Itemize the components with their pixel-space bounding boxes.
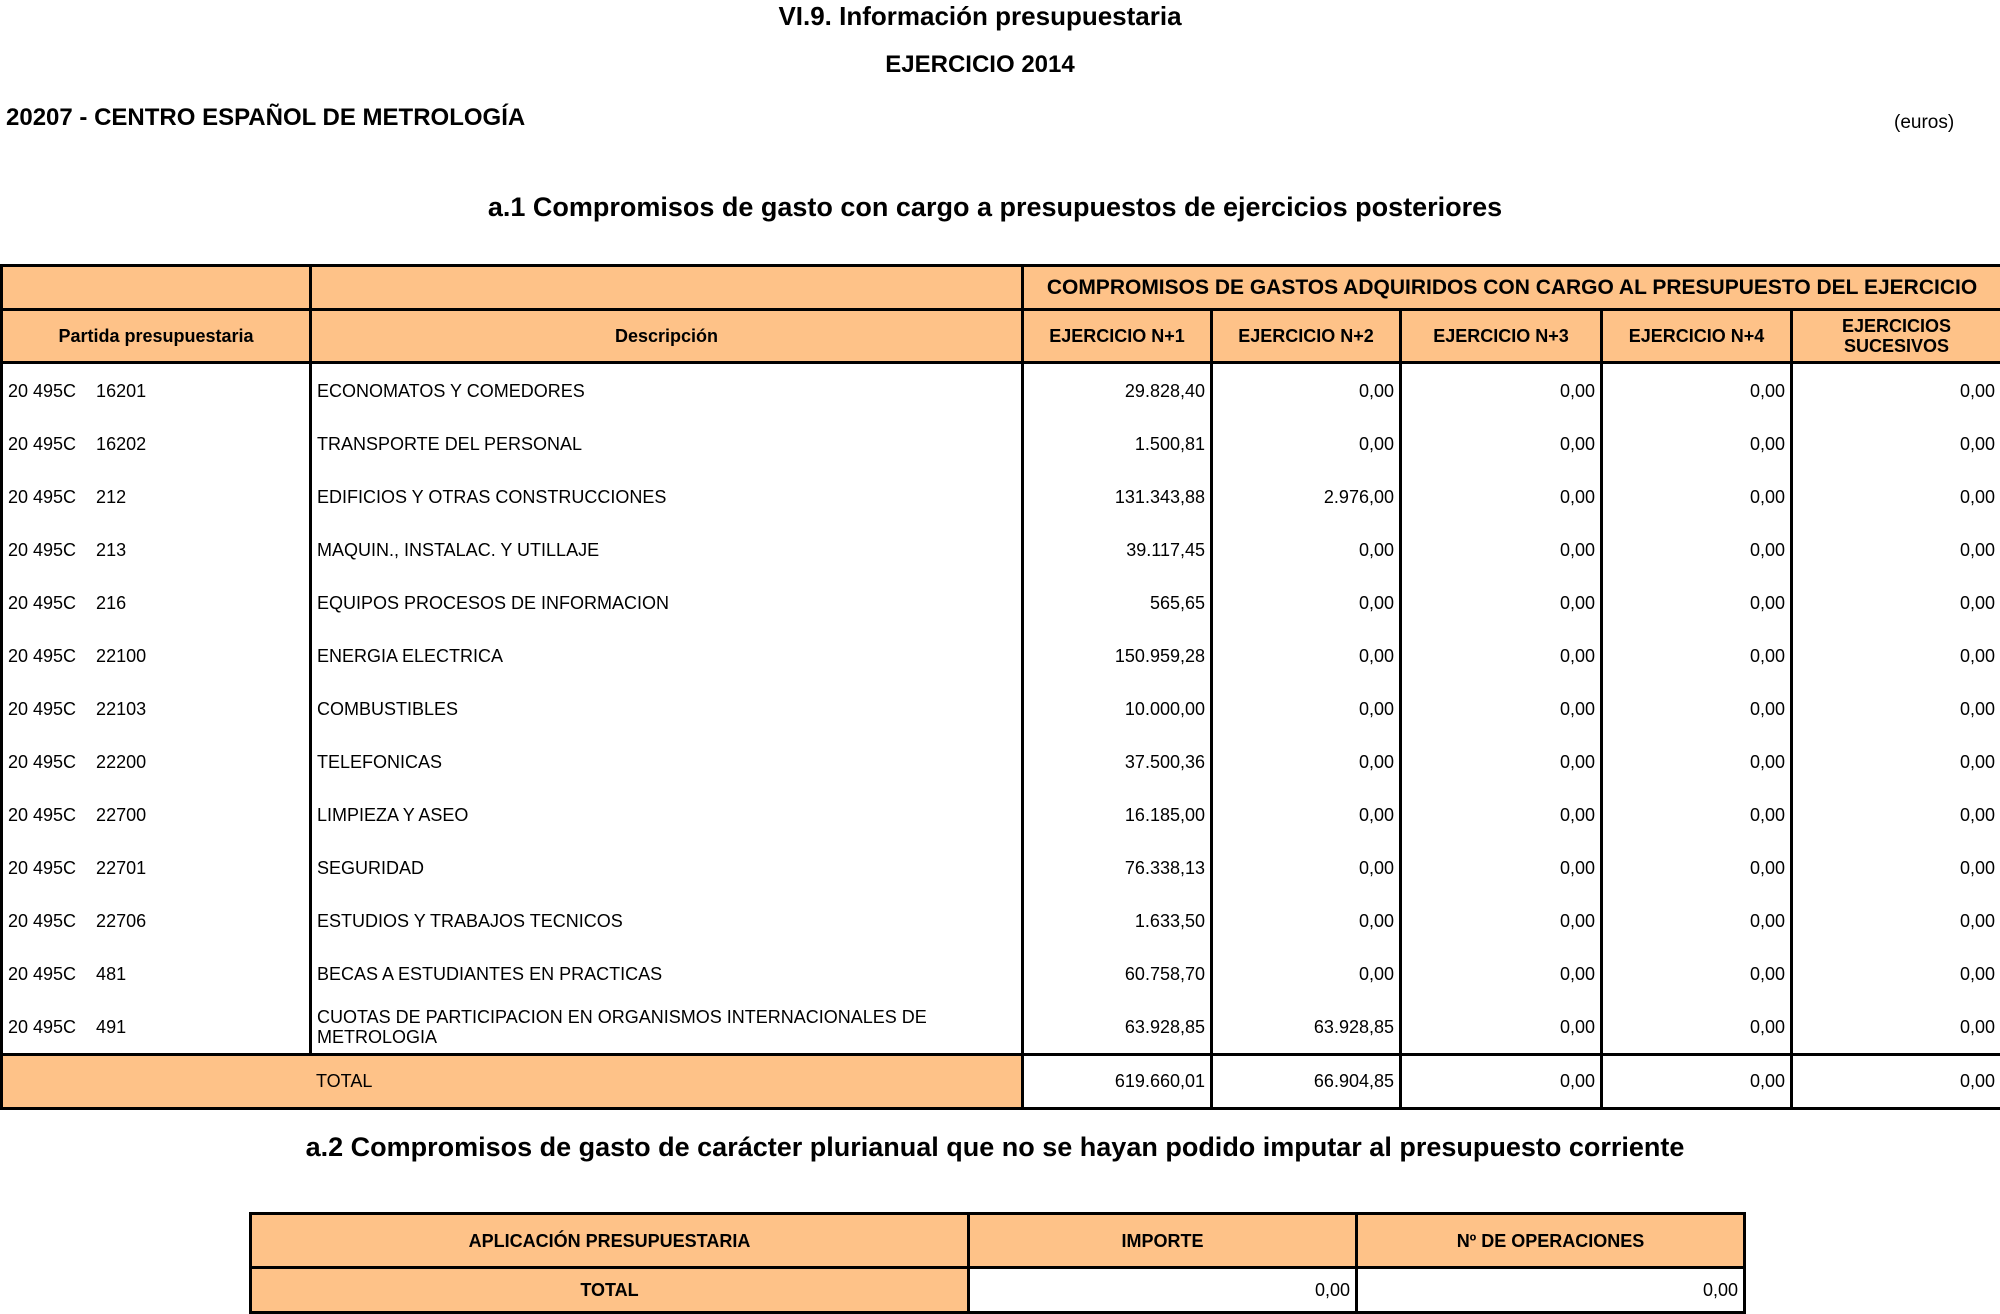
col-partida: Partida presupuestaria bbox=[2, 310, 311, 363]
cell-n3: 0,00 bbox=[1401, 629, 1602, 682]
cell-partida: 20 495C 22103 bbox=[2, 682, 311, 735]
cell-partida: 20 495C 491 bbox=[2, 1000, 311, 1055]
cell-n1: 39.117,45 bbox=[1023, 523, 1212, 576]
cell-n2: 63.928,85 bbox=[1212, 1000, 1401, 1055]
cell-n3: 0,00 bbox=[1401, 841, 1602, 894]
cell-n1: 76.338,13 bbox=[1023, 841, 1212, 894]
units-label: (euros) bbox=[1894, 111, 1954, 135]
col-n4: EJERCICIO N+4 bbox=[1602, 310, 1792, 363]
cell-n1: 1.633,50 bbox=[1023, 894, 1212, 947]
cell-sucesivos: 0,00 bbox=[1792, 363, 2000, 418]
cell-sucesivos: 0,00 bbox=[1792, 629, 2000, 682]
page-title: VI.9. Información presupuestaria bbox=[0, 0, 1960, 32]
cell-n2: 0,00 bbox=[1212, 576, 1401, 629]
cell-partida: 20 495C 22100 bbox=[2, 629, 311, 682]
cell-descripcion: TRANSPORTE DEL PERSONAL bbox=[311, 417, 1023, 470]
col-n2: EJERCICIO N+2 bbox=[1212, 310, 1401, 363]
cell-n1: 565,65 bbox=[1023, 576, 1212, 629]
table-row bbox=[2, 947, 2000, 1000]
total-n3: 0,00 bbox=[1401, 1055, 1602, 1109]
blank-header-cell bbox=[2, 266, 311, 310]
table-row bbox=[2, 629, 2000, 682]
cell-n3: 0,00 bbox=[1401, 894, 1602, 947]
cell-n1: 150.959,28 bbox=[1023, 629, 1212, 682]
cell-descripcion: COMBUSTIBLES bbox=[311, 682, 1023, 735]
cell-n4: 0,00 bbox=[1602, 788, 1792, 841]
col-descripcion: Descripción bbox=[311, 310, 1023, 363]
cell-n4: 0,00 bbox=[1602, 470, 1792, 523]
cell-partida: 20 495C 216 bbox=[2, 576, 311, 629]
plurianual-total-importe: 0,00 bbox=[969, 1268, 1357, 1313]
col-operaciones: Nº DE OPERACIONES bbox=[1357, 1214, 1745, 1268]
cell-descripcion: CUOTAS DE PARTICIPACION EN ORGANISMOS INTERNACIONALES DE METROLOGIA bbox=[311, 1000, 1023, 1055]
cell-n4: 0,00 bbox=[1602, 1000, 1792, 1055]
cell-partida: 20 495C 481 bbox=[2, 947, 311, 1000]
entity-name: 20207 - CENTRO ESPAÑOL DE METROLOGÍA bbox=[6, 103, 525, 133]
cell-n2: 0,00 bbox=[1212, 947, 1401, 1000]
cell-n4: 0,00 bbox=[1602, 576, 1792, 629]
plurianual-header-row bbox=[251, 1214, 1745, 1268]
cell-n1: 1.500,81 bbox=[1023, 417, 1212, 470]
cell-n1: 63.928,85 bbox=[1023, 1000, 1212, 1055]
table-row bbox=[2, 682, 2000, 735]
table-row bbox=[2, 894, 2000, 947]
table-row bbox=[2, 470, 2000, 523]
col-n3: EJERCICIO N+3 bbox=[1401, 310, 1602, 363]
total-label: TOTAL bbox=[316, 1071, 372, 1092]
cell-n3: 0,00 bbox=[1401, 735, 1602, 788]
cell-descripcion: EQUIPOS PROCESOS DE INFORMACION bbox=[311, 576, 1023, 629]
table-row bbox=[2, 523, 2000, 576]
cell-descripcion: TELEFONICAS bbox=[311, 735, 1023, 788]
table-row bbox=[2, 735, 2000, 788]
table-row bbox=[2, 788, 2000, 841]
total-row bbox=[2, 1055, 2000, 1109]
cell-n2: 2.976,00 bbox=[1212, 470, 1401, 523]
cell-partida: 20 495C 22706 bbox=[2, 894, 311, 947]
table-row bbox=[2, 576, 2000, 629]
cell-n3: 0,00 bbox=[1401, 682, 1602, 735]
table-row bbox=[2, 841, 2000, 894]
cell-sucesivos: 0,00 bbox=[1792, 470, 2000, 523]
cell-sucesivos: 0,00 bbox=[1792, 682, 2000, 735]
cell-n3: 0,00 bbox=[1401, 417, 1602, 470]
section-a2-title: a.2 Compromisos de gasto de carácter plurianual que no se hayan podido imputar al presupuesto corriente bbox=[0, 1130, 1990, 1164]
cell-n2: 0,00 bbox=[1212, 363, 1401, 418]
cell-partida: 20 495C 212 bbox=[2, 470, 311, 523]
cell-descripcion: SEGURIDAD bbox=[311, 841, 1023, 894]
cell-n2: 0,00 bbox=[1212, 682, 1401, 735]
cell-sucesivos: 0,00 bbox=[1792, 735, 2000, 788]
col-importe: IMPORTE bbox=[969, 1214, 1357, 1268]
cell-descripcion: ENERGIA ELECTRICA bbox=[311, 629, 1023, 682]
column-header-row bbox=[2, 310, 2000, 363]
cell-n4: 0,00 bbox=[1602, 682, 1792, 735]
cell-sucesivos: 0,00 bbox=[1792, 894, 2000, 947]
cell-n2: 0,00 bbox=[1212, 417, 1401, 470]
total-n2: 66.904,85 bbox=[1212, 1055, 1401, 1109]
fiscal-year: EJERCICIO 2014 bbox=[0, 50, 1960, 80]
col-aplicacion: APLICACIÓN PRESUPUESTARIA bbox=[251, 1214, 969, 1268]
cell-n4: 0,00 bbox=[1602, 894, 1792, 947]
cell-sucesivos: 0,00 bbox=[1792, 576, 2000, 629]
cell-partida: 20 495C 22200 bbox=[2, 735, 311, 788]
cell-descripcion: MAQUIN., INSTALAC. Y UTILLAJE bbox=[311, 523, 1023, 576]
cell-n3: 0,00 bbox=[1401, 576, 1602, 629]
cell-partida: 20 495C 16202 bbox=[2, 417, 311, 470]
plurianual-table bbox=[249, 1212, 1746, 1314]
cell-n2: 0,00 bbox=[1212, 735, 1401, 788]
cell-n3: 0,00 bbox=[1401, 947, 1602, 1000]
cell-descripcion: ESTUDIOS Y TRABAJOS TECNICOS bbox=[311, 894, 1023, 947]
total-label-cell bbox=[2, 1055, 1023, 1109]
cell-descripcion: ECONOMATOS Y COMEDORES bbox=[311, 363, 1023, 418]
cell-descripcion: EDIFICIOS Y OTRAS CONSTRUCCIONES bbox=[311, 470, 1023, 523]
cell-sucesivos: 0,00 bbox=[1792, 523, 2000, 576]
cell-sucesivos: 0,00 bbox=[1792, 841, 2000, 894]
cell-n3: 0,00 bbox=[1401, 363, 1602, 418]
cell-n2: 0,00 bbox=[1212, 841, 1401, 894]
cell-n4: 0,00 bbox=[1602, 523, 1792, 576]
cell-sucesivos: 0,00 bbox=[1792, 947, 2000, 1000]
cell-n1: 60.758,70 bbox=[1023, 947, 1212, 1000]
cell-n2: 0,00 bbox=[1212, 523, 1401, 576]
cell-n3: 0,00 bbox=[1401, 1000, 1602, 1055]
cell-n2: 0,00 bbox=[1212, 629, 1401, 682]
cell-n2: 0,00 bbox=[1212, 894, 1401, 947]
cell-n4: 0,00 bbox=[1602, 363, 1792, 418]
cell-n1: 131.343,88 bbox=[1023, 470, 1212, 523]
cell-n1: 10.000,00 bbox=[1023, 682, 1212, 735]
commitments-table bbox=[0, 264, 2000, 1110]
cell-n2: 0,00 bbox=[1212, 788, 1401, 841]
cell-descripcion: BECAS A ESTUDIANTES EN PRACTICAS bbox=[311, 947, 1023, 1000]
plurianual-total-operaciones: 0,00 bbox=[1357, 1268, 1745, 1313]
plurianual-total-label: TOTAL bbox=[251, 1268, 969, 1313]
section-a1-title: a.1 Compromisos de gasto con cargo a presupuestos de ejercicios posteriores bbox=[0, 190, 1990, 224]
cell-partida: 20 495C 213 bbox=[2, 523, 311, 576]
cell-descripcion: LIMPIEZA Y ASEO bbox=[311, 788, 1023, 841]
cell-n1: 29.828,40 bbox=[1023, 363, 1212, 418]
total-sucesivos: 0,00 bbox=[1792, 1055, 2000, 1109]
cell-n4: 0,00 bbox=[1602, 629, 1792, 682]
col-n1: EJERCICIO N+1 bbox=[1023, 310, 1212, 363]
cell-sucesivos: 0,00 bbox=[1792, 417, 2000, 470]
cell-partida: 20 495C 16201 bbox=[2, 363, 311, 418]
cell-n3: 0,00 bbox=[1401, 788, 1602, 841]
cell-n4: 0,00 bbox=[1602, 947, 1792, 1000]
cell-n1: 37.500,36 bbox=[1023, 735, 1212, 788]
blank-header-cell bbox=[311, 266, 1023, 310]
cell-n3: 0,00 bbox=[1401, 523, 1602, 576]
plurianual-total-row bbox=[251, 1268, 1745, 1313]
col-sucesivos: EJERCICIOS SUCESIVOS bbox=[1792, 310, 2000, 363]
total-n4: 0,00 bbox=[1602, 1055, 1792, 1109]
cell-partida: 20 495C 22701 bbox=[2, 841, 311, 894]
cell-n4: 0,00 bbox=[1602, 735, 1792, 788]
cell-partida: 20 495C 22700 bbox=[2, 788, 311, 841]
cell-n1: 16.185,00 bbox=[1023, 788, 1212, 841]
group-header-row bbox=[2, 266, 2000, 310]
table-row bbox=[2, 363, 2000, 418]
cell-sucesivos: 0,00 bbox=[1792, 1000, 2000, 1055]
cell-sucesivos: 0,00 bbox=[1792, 788, 2000, 841]
table-row bbox=[2, 1000, 2000, 1055]
cell-n4: 0,00 bbox=[1602, 417, 1792, 470]
total-n1: 619.660,01 bbox=[1023, 1055, 1212, 1109]
table-row bbox=[2, 417, 2000, 470]
cell-n3: 0,00 bbox=[1401, 470, 1602, 523]
group-header: COMPROMISOS DE GASTOS ADQUIRIDOS CON CARGO AL PRESUPUESTO DEL EJERCICIO bbox=[1023, 266, 2000, 310]
cell-n4: 0,00 bbox=[1602, 841, 1792, 894]
